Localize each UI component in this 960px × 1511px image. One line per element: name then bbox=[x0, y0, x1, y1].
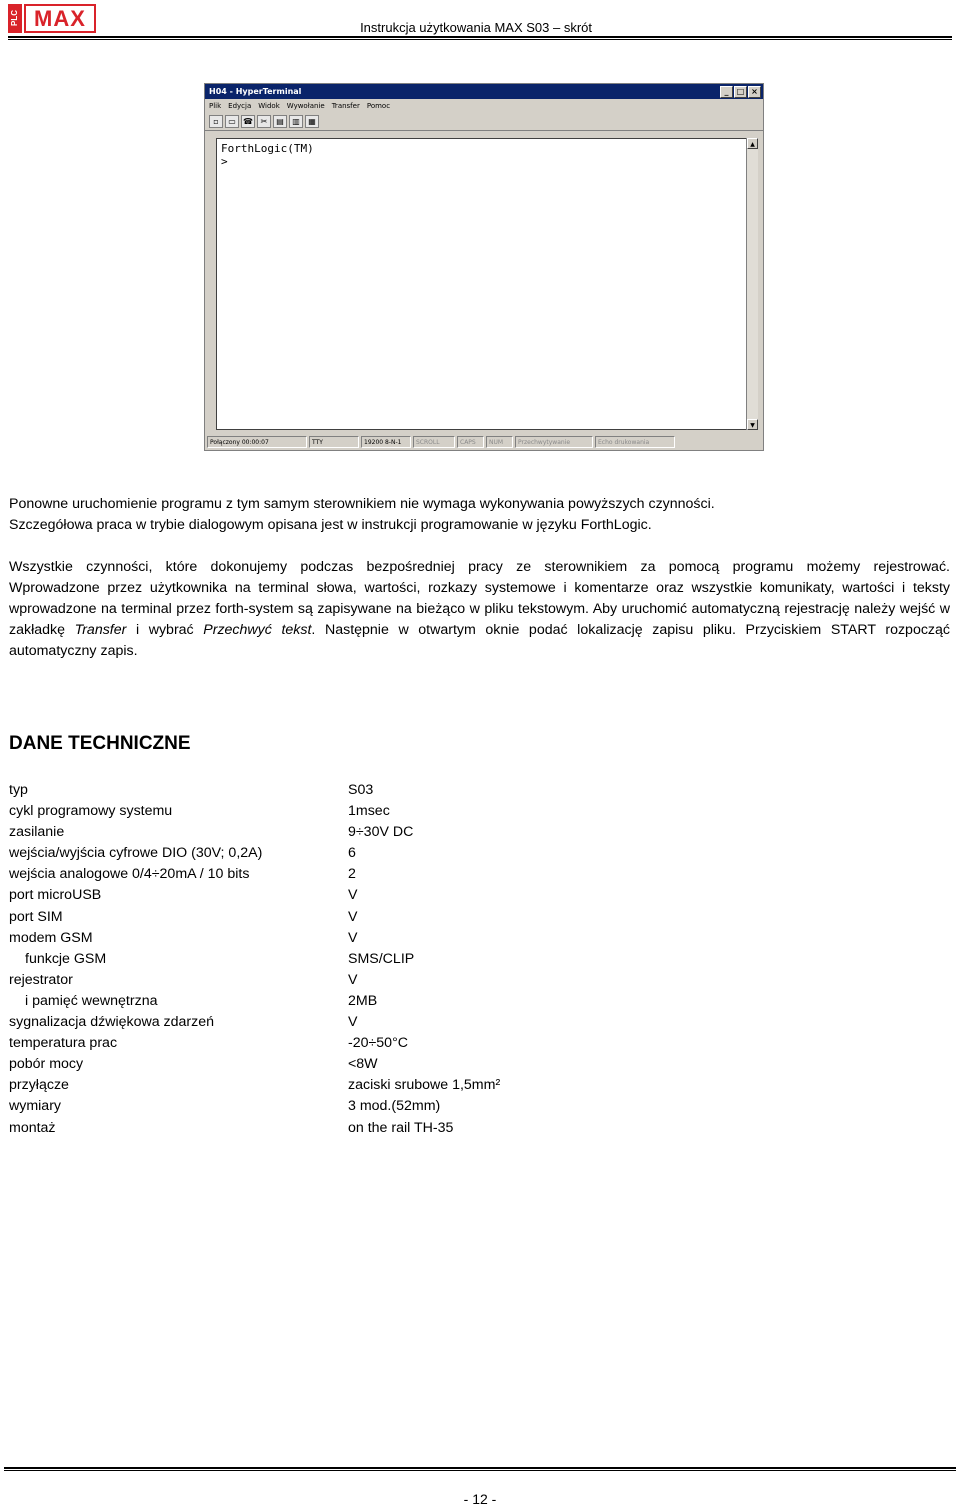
spec-value: SMS/CLIP bbox=[348, 950, 415, 967]
ht-window-controls bbox=[720, 86, 761, 98]
hyperterminal-screenshot bbox=[204, 83, 764, 451]
maximize-icon: □ bbox=[734, 86, 747, 98]
spec-value: <8W bbox=[348, 1056, 378, 1073]
new-icon: ▫ bbox=[209, 115, 223, 128]
paragraph-dialog: Szczegółowa praca w trybie dialogowym opisana jest w instrukcji programowanie w języku ForthLogic. bbox=[9, 517, 652, 533]
spec-value: V bbox=[348, 908, 358, 925]
spec-value: 2MB bbox=[348, 992, 378, 1009]
close-icon: × bbox=[748, 86, 761, 98]
ht-toolbar bbox=[205, 113, 763, 131]
plc-max-logo bbox=[8, 4, 96, 33]
minimize-icon: _ bbox=[720, 86, 733, 98]
spec-value: V bbox=[348, 929, 358, 946]
spec-key: montaż bbox=[9, 1119, 56, 1136]
spec-value: S03 bbox=[348, 782, 374, 798]
spec-key: zasilanie bbox=[9, 824, 65, 841]
spec-value: on the rail TH-35 bbox=[348, 1119, 454, 1136]
document-title: Instrukcja użytkowania MAX S03 – skrót bbox=[360, 20, 592, 35]
properties-icon: ▦ bbox=[305, 115, 319, 128]
send-icon: ▤ bbox=[273, 115, 287, 128]
spec-key: funkcje GSM bbox=[25, 950, 107, 967]
spec-value: V bbox=[348, 1014, 358, 1031]
spec-value: V bbox=[348, 971, 358, 988]
status-scroll: SCROLL bbox=[413, 436, 455, 448]
header-rule-thin bbox=[8, 39, 952, 40]
spec-value: 3 mod.(52mm) bbox=[348, 1098, 441, 1115]
status-caps: CAPS bbox=[457, 436, 484, 448]
spec-key: wejścia/wyjścia cyfrowe DIO (30V; 0,2A) bbox=[9, 845, 263, 862]
spec-key: typ bbox=[9, 782, 28, 798]
header-rule bbox=[8, 36, 952, 38]
spec-value: V bbox=[348, 887, 358, 904]
spec-key: port SIM bbox=[9, 908, 63, 925]
ht-scrollbar bbox=[746, 138, 758, 430]
logo-max: MAX bbox=[24, 4, 96, 33]
spec-key: i pamięć wewnętrzna bbox=[25, 992, 158, 1009]
spec-value: 9÷30V DC bbox=[348, 824, 414, 841]
status-capture: Przechwytywanie bbox=[515, 436, 593, 448]
ht-menu-item: Plik bbox=[209, 102, 222, 110]
ht-menu-item: Widok bbox=[258, 102, 280, 110]
spec-value: 6 bbox=[348, 845, 356, 862]
spec-key: pobór mocy bbox=[9, 1056, 84, 1073]
ht-menu-item: Pomoc bbox=[366, 102, 391, 110]
spec-value: -20÷50°C bbox=[348, 1035, 408, 1052]
phone-icon: ☎ bbox=[241, 115, 255, 128]
paragraph-logging-detail bbox=[9, 578, 950, 662]
spec-key: cykl programowy systemu bbox=[9, 803, 173, 820]
ht-menubar bbox=[205, 99, 763, 113]
footer-rule bbox=[4, 1467, 956, 1469]
terminal-prompt: > bbox=[221, 155, 228, 168]
spec-value: zaciski srubowe 1,5mm² bbox=[348, 1077, 501, 1094]
footer-rule-thin bbox=[4, 1470, 956, 1471]
status-connected: Połączony 00:00:07 bbox=[207, 436, 307, 448]
text-fragment: i wybrać bbox=[126, 622, 204, 638]
text-fragment: . Następnie w otwartym oknie podać lokalizację zapisu pliku. Przyciskiem START rozpocząć automatyczny zapis. bbox=[9, 622, 951, 659]
logo-plc: PLC bbox=[8, 4, 22, 33]
logging-paragraph bbox=[9, 557, 950, 662]
transfer-menu-ref: Transfer bbox=[74, 622, 127, 638]
ht-titlebar bbox=[205, 84, 763, 99]
spec-key: modem GSM bbox=[9, 929, 93, 946]
paragraph-restart: Ponowne uruchomienie programu z tym samym sterownikiem nie wymaga wykonywania powyższych czynności. bbox=[9, 496, 715, 512]
spec-key: port microUSB bbox=[9, 887, 102, 904]
restart-paragraph bbox=[9, 494, 950, 536]
scroll-up-icon: ▲ bbox=[747, 138, 758, 149]
spec-key: sygnalizacja dźwiękowa zdarzeń bbox=[9, 1014, 215, 1031]
page-number: - 12 - bbox=[463, 1491, 497, 1507]
spec-key: przyłącze bbox=[9, 1077, 69, 1094]
paragraph-logging: Wszystkie czynności, które dokonujemy podczas bezpośredniej pracy ze sterownikiem za pomocą programu możemy rejestrować. bbox=[9, 559, 950, 575]
ht-menu-item: Transfer bbox=[331, 102, 360, 110]
spec-key: wymiary bbox=[9, 1098, 62, 1115]
ht-terminal-area bbox=[216, 138, 747, 430]
spec-key: rejestrator bbox=[9, 971, 73, 988]
spec-value: 1msec bbox=[348, 803, 390, 820]
spec-key: temperatura prac bbox=[9, 1035, 118, 1052]
status-num: NUM bbox=[486, 436, 513, 448]
text-fragment: Wprowadzone przez użytkownika na terminal słowa, wartości, rozkazy systemowe i komentarze oraz wszystkie komunikaty, wartości i teksty wprowadzone na terminal przez forth-system są zapisywane na bieżąco w pliku tekstowym. Aby uruchomić automatyczną rejestrację należy wejść w zakładkę bbox=[9, 580, 950, 638]
open-icon: ▭ bbox=[225, 115, 239, 128]
spec-key: wejścia analogowe 0/4÷20mA / 10 bits bbox=[9, 866, 250, 883]
ht-menu-item: Wywołanie bbox=[286, 102, 325, 110]
status-print-echo: Echo drukowania bbox=[595, 436, 675, 448]
disconnect-icon: ✂ bbox=[257, 115, 271, 128]
spec-value: 2 bbox=[348, 866, 356, 883]
scroll-down-icon: ▼ bbox=[747, 419, 758, 430]
capture-text-ref: Przechwyć tekst bbox=[203, 622, 312, 638]
ht-statusbar bbox=[207, 436, 761, 448]
ht-menu-item: Edycja bbox=[228, 102, 252, 110]
terminal-line: ForthLogic(TM) bbox=[221, 142, 314, 155]
status-settings: 19200 8-N-1 bbox=[361, 436, 411, 448]
status-emulation: TTY bbox=[309, 436, 359, 448]
receive-icon: ▥ bbox=[289, 115, 303, 128]
ht-window-title: H04 - HyperTerminal bbox=[209, 87, 302, 96]
section-heading: DANE TECHNICZNE bbox=[9, 733, 191, 754]
